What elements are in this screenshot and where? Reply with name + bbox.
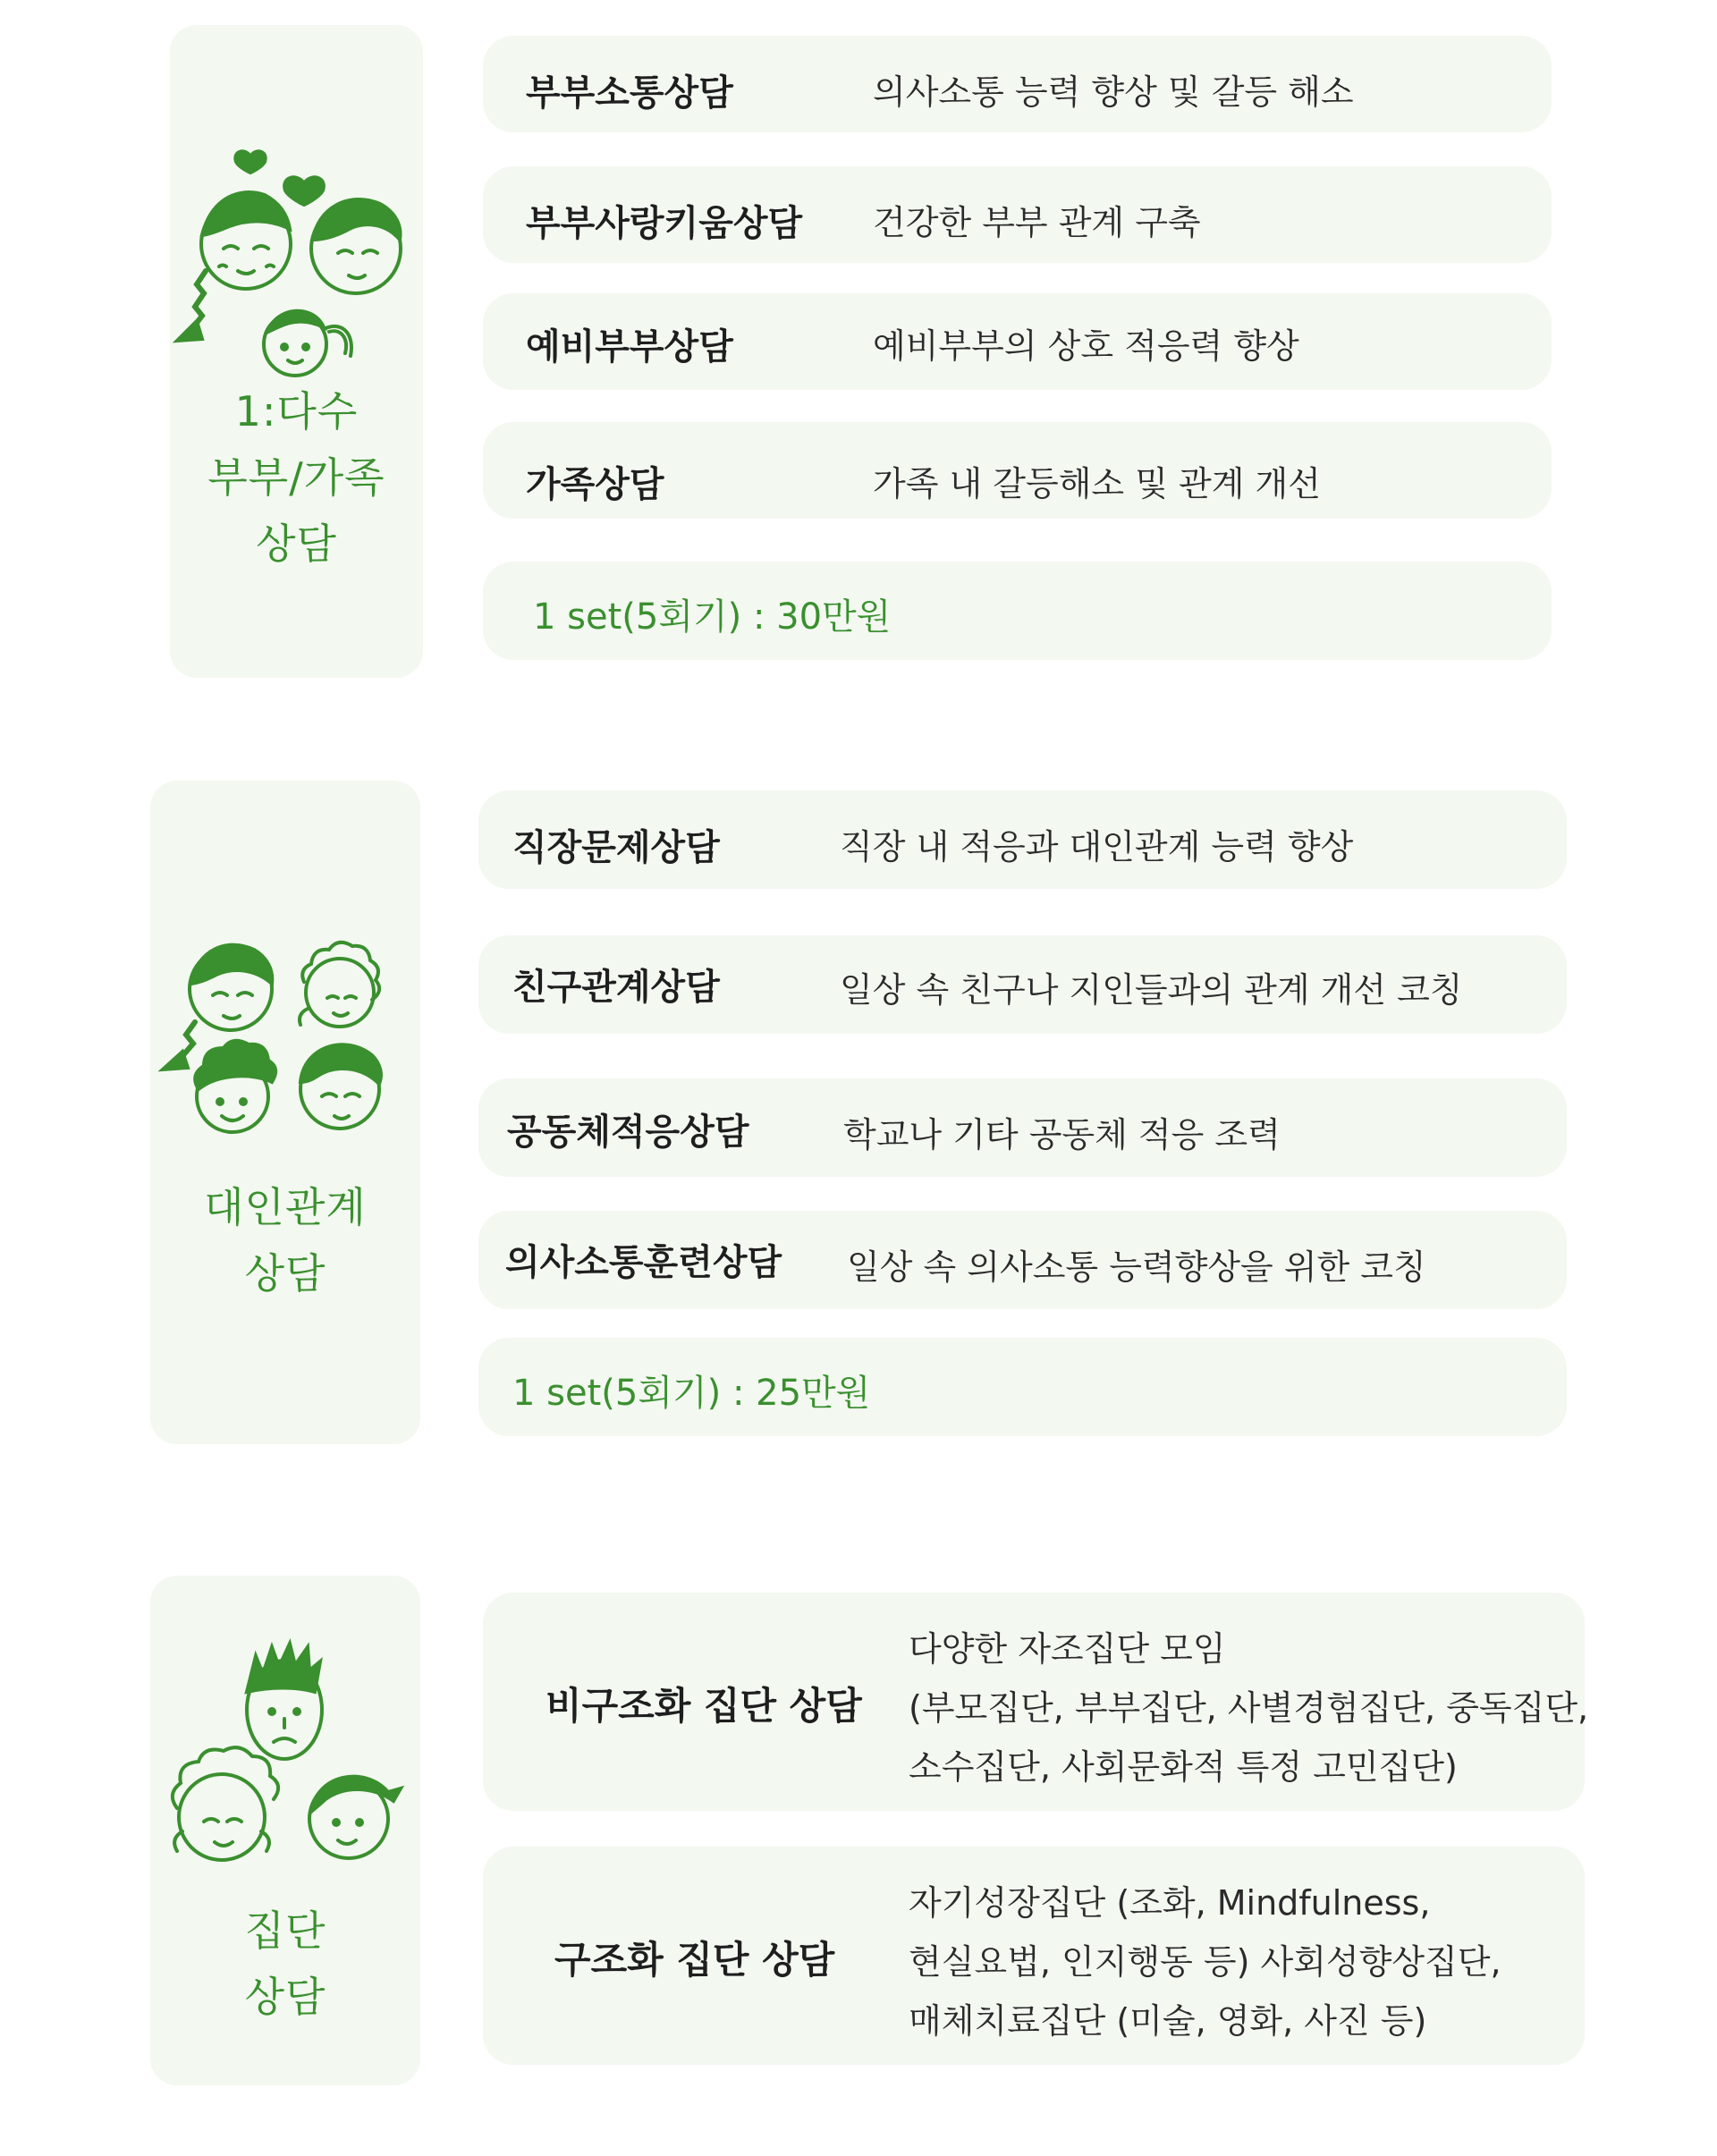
price-text: 1 set(5회기) : 30만원 — [533, 596, 892, 638]
service-desc: 직장 내 적응과 대인관계 능력 향상 — [840, 827, 1354, 867]
price-row — [478, 1338, 1567, 1436]
four-friends-icon — [150, 937, 420, 1170]
service-title: 가족상담 — [526, 464, 664, 505]
service-row — [478, 935, 1567, 1034]
service-title: 공동체적응상담 — [507, 1112, 749, 1153]
service-desc: 다양한 자조집단 모임 (부모집단, 부부집단, 사별경험집단, 중독집단, 소수집단, 사회문화적 특정 고민집단) — [909, 1629, 1589, 1787]
service-row — [483, 422, 1552, 519]
service-desc: 건강한 부부 관계 구축 — [873, 203, 1201, 242]
service-desc: 일상 속 의사소통 능력향상을 위한 코칭 — [847, 1247, 1426, 1287]
service-desc: 학교나 기타 공동체 적응 조력 — [843, 1115, 1281, 1154]
section-3-side-card — [150, 1576, 420, 2085]
service-desc: 일상 속 친구나 지인들과의 관계 개선 코칭 — [840, 970, 1463, 1010]
service-desc: 자기성장집단 (조화, Mindfulness, 현실요법, 인지행동 등) 사회성향상집단, 매체치료집단 (미술, 영화, 사진 등) — [909, 1883, 1501, 2041]
service-title: 의사소통훈련상담 — [505, 1242, 782, 1283]
section-3-label: 집단 상담 — [244, 1907, 326, 2021]
service-row — [483, 36, 1552, 132]
section-2-label: 대인관계 상담 — [204, 1183, 367, 1298]
service-title: 직장문제상담 — [512, 827, 720, 868]
service-desc: 예비부부의 상호 적응력 향상 — [873, 326, 1299, 366]
couple-with-child-icon — [170, 101, 423, 396]
service-title: 구조화 집단 상담 — [554, 1938, 835, 1982]
service-row — [478, 1078, 1567, 1177]
service-row — [478, 1211, 1567, 1309]
service-row — [483, 166, 1552, 263]
price-text: 1 set(5회기) : 25만원 — [512, 1373, 871, 1414]
service-title: 비구조화 집단 상담 — [546, 1684, 862, 1728]
service-row — [483, 293, 1552, 390]
group-service-row — [483, 1847, 1585, 2065]
section-2-side-card — [150, 781, 420, 1444]
group-service-row — [483, 1593, 1589, 1811]
price-row — [483, 562, 1552, 660]
service-title: 부부사랑키움상담 — [526, 203, 803, 244]
section-1-side-card — [170, 25, 423, 678]
service-row — [478, 791, 1567, 889]
group-of-three-icon — [150, 1629, 420, 1880]
service-desc: 의사소통 능력 향상 및 갈등 해소 — [873, 72, 1354, 112]
service-desc: 가족 내 갈등해소 및 관계 개선 — [873, 464, 1321, 503]
section-1-label: 1:다수 부부/가족 상담 — [207, 387, 385, 568]
service-title: 예비부부상담 — [526, 326, 733, 368]
service-title: 부부소통상담 — [526, 72, 733, 114]
service-title: 친구관계상담 — [512, 967, 720, 1008]
